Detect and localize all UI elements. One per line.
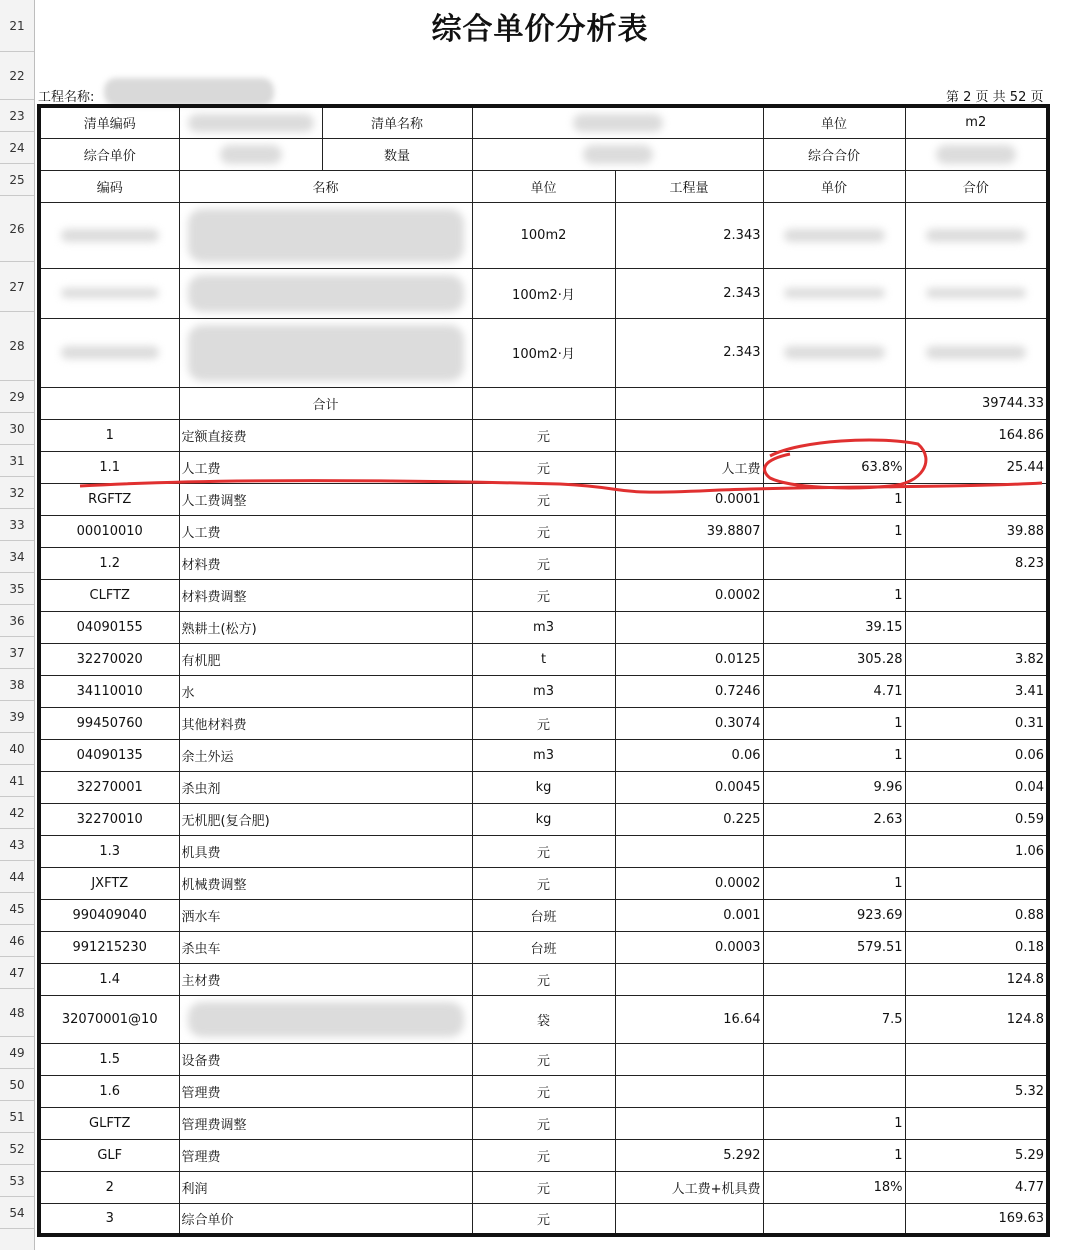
- row-total: 25.44: [905, 451, 1048, 483]
- row-unit-price: 63.8%: [763, 451, 905, 483]
- row-unit-price: [763, 1043, 905, 1075]
- row-unit-price: [763, 387, 905, 419]
- row-name: [179, 995, 472, 1043]
- row-unit-price: 18%: [763, 1171, 905, 1203]
- row-name: 利润: [179, 1171, 472, 1203]
- name-label: 清单名称: [322, 106, 472, 138]
- row-quantity: 人工费+机具费: [615, 1171, 763, 1203]
- redacted-value: [188, 325, 464, 381]
- row-quantity: 0.225: [615, 803, 763, 835]
- row-number[interactable]: 43: [0, 829, 34, 861]
- row-unit-price: [763, 963, 905, 995]
- row-quantity: 0.001: [615, 899, 763, 931]
- row-quantity: [615, 547, 763, 579]
- row-code: 1.1: [39, 451, 179, 483]
- row-total: 39.88: [905, 515, 1048, 547]
- table-row: [39, 515, 1048, 547]
- row-name: 机具费: [179, 835, 472, 867]
- row-number[interactable]: 47: [0, 957, 34, 989]
- page-title: 综合单价分析表: [431, 12, 649, 47]
- row-code: RGFTZ: [39, 483, 179, 515]
- row-name: 杀虫车: [179, 931, 472, 963]
- qty-label: 数量: [322, 138, 472, 170]
- table-row: [39, 483, 1048, 515]
- table-row: [39, 1203, 1048, 1235]
- row-total: [905, 1043, 1048, 1075]
- table-row: [39, 419, 1048, 451]
- row-unit: 元: [472, 579, 615, 611]
- row-code: 1.5: [39, 1043, 179, 1075]
- row-quantity: 39.8807: [615, 515, 763, 547]
- row-number-gutter: [0, 0, 35, 1250]
- row-code: 32270020: [39, 643, 179, 675]
- row-number[interactable]: 38: [0, 669, 34, 701]
- row-unit-price: [763, 202, 905, 268]
- row-unit: 台班: [472, 931, 615, 963]
- row-total: 4.77: [905, 1171, 1048, 1203]
- redacted-name-value: [472, 106, 763, 138]
- row-name: 机械费调整: [179, 867, 472, 899]
- row-code: 32270010: [39, 803, 179, 835]
- row-unit: 袋: [472, 995, 615, 1043]
- row-code: 1: [39, 419, 179, 451]
- row-quantity: 0.0125: [615, 643, 763, 675]
- row-quantity: 0.3074: [615, 707, 763, 739]
- row-unit-price: [763, 419, 905, 451]
- row-unit: 元: [472, 547, 615, 579]
- code-label: 清单编码: [39, 106, 179, 138]
- row-number[interactable]: 50: [0, 1069, 34, 1101]
- table-row: [39, 268, 1048, 318]
- row-unit: 元: [472, 1203, 615, 1235]
- row-number[interactable]: 33: [0, 509, 34, 541]
- row-quantity: 0.0003: [615, 931, 763, 963]
- row-name: 无机肥(复合肥): [179, 803, 472, 835]
- redacted-value: [926, 346, 1027, 360]
- table-row: [39, 387, 1048, 419]
- redacted-project-name: [104, 78, 274, 106]
- row-number[interactable]: 45: [0, 893, 34, 925]
- row-number[interactable]: 53: [0, 1165, 34, 1197]
- row-quantity: 5.292: [615, 1139, 763, 1171]
- table-row: [39, 995, 1048, 1043]
- row-quantity: 0.0002: [615, 867, 763, 899]
- col-unit-price: 单价: [763, 170, 905, 202]
- unit-value: m2: [905, 106, 1048, 138]
- row-unit-price: 1: [763, 867, 905, 899]
- row-total: [905, 579, 1048, 611]
- redacted-value: [926, 229, 1027, 242]
- row-unit-price: 39.15: [763, 611, 905, 643]
- row-unit: m3: [472, 675, 615, 707]
- row-name: [179, 318, 472, 387]
- row-unit-price: [763, 547, 905, 579]
- row-number[interactable]: 36: [0, 605, 34, 637]
- row-code: 32270001: [39, 771, 179, 803]
- row-unit: 元: [472, 1139, 615, 1171]
- row-unit: 元: [472, 515, 615, 547]
- row-unit: 元: [472, 835, 615, 867]
- row-name: 合计: [179, 387, 472, 419]
- row-unit-price: 1: [763, 579, 905, 611]
- row-code: 990409040: [39, 899, 179, 931]
- row-unit: 100m2: [472, 202, 615, 268]
- row-unit: 元: [472, 867, 615, 899]
- row-total: 169.63: [905, 1203, 1048, 1235]
- row-total: 5.29: [905, 1139, 1048, 1171]
- row-total: [905, 318, 1048, 387]
- row-number[interactable]: 41: [0, 765, 34, 797]
- row-name: 人工费: [179, 515, 472, 547]
- row-unit-price: 1: [763, 483, 905, 515]
- unit-label: 单位: [763, 106, 905, 138]
- row-name: 熟耕土(松方): [179, 611, 472, 643]
- row-name: [179, 202, 472, 268]
- row-code: 32070001@10: [39, 995, 179, 1043]
- row-quantity: 0.0045: [615, 771, 763, 803]
- row-quantity: [615, 1075, 763, 1107]
- row-unit: 元: [472, 1171, 615, 1203]
- table-row: [39, 579, 1048, 611]
- row-total: [905, 202, 1048, 268]
- redacted-value: [784, 346, 885, 360]
- table-row: [39, 318, 1048, 387]
- row-quantity: [615, 1107, 763, 1139]
- row-name: [179, 268, 472, 318]
- table-row: [39, 611, 1048, 643]
- table-row: [39, 1171, 1048, 1203]
- row-quantity: [615, 1043, 763, 1075]
- row-total: [905, 268, 1048, 318]
- table-row: [39, 803, 1048, 835]
- row-unit: [472, 387, 615, 419]
- row-name: 杀虫剂: [179, 771, 472, 803]
- row-name: 洒水车: [179, 899, 472, 931]
- row-number[interactable]: 23: [0, 100, 34, 132]
- row-quantity: 2.343: [615, 268, 763, 318]
- row-name: 材料费: [179, 547, 472, 579]
- row-code: CLFTZ: [39, 579, 179, 611]
- row-code: 1.4: [39, 963, 179, 995]
- table-row: [39, 1075, 1048, 1107]
- row-name: 人工费调整: [179, 483, 472, 515]
- row-number[interactable]: 29: [0, 381, 34, 413]
- header-row-1: [39, 106, 1048, 138]
- table-row: [39, 899, 1048, 931]
- row-quantity: 2.343: [615, 202, 763, 268]
- row-quantity: [615, 963, 763, 995]
- unit-price-analysis-table: [37, 104, 1050, 1237]
- row-code: 1.2: [39, 547, 179, 579]
- row-code: 00010010: [39, 515, 179, 547]
- row-total: [905, 483, 1048, 515]
- row-total: [905, 867, 1048, 899]
- col-unit: 单位: [472, 170, 615, 202]
- row-number[interactable]: 31: [0, 445, 34, 477]
- table-row: [39, 451, 1048, 483]
- row-unit-price: 1: [763, 739, 905, 771]
- row-unit-price: 7.5: [763, 995, 905, 1043]
- row-total: 3.82: [905, 643, 1048, 675]
- row-total: [905, 611, 1048, 643]
- col-total: 合价: [905, 170, 1048, 202]
- price-label: 综合单价: [39, 138, 179, 170]
- row-unit-price: 1: [763, 1107, 905, 1139]
- row-number[interactable]: 54: [0, 1197, 34, 1229]
- row-number[interactable]: 40: [0, 733, 34, 765]
- row-number[interactable]: 49: [0, 1037, 34, 1069]
- row-name: 水: [179, 675, 472, 707]
- row-name: 管理费: [179, 1139, 472, 1171]
- row-unit: 元: [472, 963, 615, 995]
- table-row: [39, 963, 1048, 995]
- col-name: 名称: [179, 170, 472, 202]
- row-unit-price: 1: [763, 707, 905, 739]
- row-name: 管理费调整: [179, 1107, 472, 1139]
- table-row: [39, 643, 1048, 675]
- redacted-value: [188, 275, 464, 312]
- row-unit: 台班: [472, 899, 615, 931]
- row-quantity: 2.343: [615, 318, 763, 387]
- row-number[interactable]: 37: [0, 637, 34, 669]
- row-unit-price: 1: [763, 515, 905, 547]
- row-total: [905, 1107, 1048, 1139]
- row-code: [39, 268, 179, 318]
- row-number[interactable]: 44: [0, 861, 34, 893]
- row-code: [39, 202, 179, 268]
- row-unit-price: 305.28: [763, 643, 905, 675]
- row-quantity: [615, 387, 763, 419]
- row-number[interactable]: 34: [0, 541, 34, 573]
- row-code: 1.3: [39, 835, 179, 867]
- row-code: GLFTZ: [39, 1107, 179, 1139]
- redacted-value: [784, 229, 885, 242]
- table-row: [39, 1139, 1048, 1171]
- row-name: 定额直接费: [179, 419, 472, 451]
- row-quantity: [615, 835, 763, 867]
- column-header-row: [39, 170, 1048, 202]
- row-unit: 元: [472, 707, 615, 739]
- row-code: 3: [39, 1203, 179, 1235]
- col-code: 编码: [39, 170, 179, 202]
- row-unit: m3: [472, 611, 615, 643]
- total-label: 综合合价: [763, 138, 905, 170]
- row-number[interactable]: 35: [0, 573, 34, 605]
- row-number[interactable]: 28: [0, 312, 34, 381]
- row-unit: 元: [472, 419, 615, 451]
- table-row: [39, 867, 1048, 899]
- row-unit: 100m2·月: [472, 268, 615, 318]
- row-number[interactable]: 51: [0, 1101, 34, 1133]
- table-row: [39, 547, 1048, 579]
- row-code: 2: [39, 1171, 179, 1203]
- row-unit-price: [763, 268, 905, 318]
- redacted-value: [926, 288, 1027, 298]
- row-total: 3.41: [905, 675, 1048, 707]
- table-row: [39, 675, 1048, 707]
- row-number[interactable]: 25: [0, 164, 34, 196]
- redacted-total-value: [905, 138, 1048, 170]
- redacted-value: [61, 229, 159, 242]
- table-row: [39, 202, 1048, 268]
- row-code: 34110010: [39, 675, 179, 707]
- row-name: 综合单价: [179, 1203, 472, 1235]
- row-quantity: 0.06: [615, 739, 763, 771]
- redacted-value: [784, 288, 885, 298]
- row-code: 04090135: [39, 739, 179, 771]
- row-unit: 元: [472, 1107, 615, 1139]
- row-number[interactable]: 32: [0, 477, 34, 509]
- row-unit: kg: [472, 803, 615, 835]
- row-unit-price: 9.96: [763, 771, 905, 803]
- row-name: 余土外运: [179, 739, 472, 771]
- redacted-value: [188, 209, 464, 262]
- table-row: [39, 835, 1048, 867]
- row-unit: 元: [472, 483, 615, 515]
- table-row: [39, 1107, 1048, 1139]
- row-name: 管理费: [179, 1075, 472, 1107]
- row-quantity: [615, 611, 763, 643]
- row-unit: 元: [472, 451, 615, 483]
- row-total: 5.32: [905, 1075, 1048, 1107]
- redacted-value: [188, 1002, 464, 1037]
- row-quantity: 0.0002: [615, 579, 763, 611]
- row-number[interactable]: 48: [0, 989, 34, 1037]
- row-number[interactable]: 52: [0, 1133, 34, 1165]
- table-row: [39, 771, 1048, 803]
- row-unit-price: 2.63: [763, 803, 905, 835]
- row-number[interactable]: 22: [0, 52, 34, 100]
- row-unit-price: [763, 1075, 905, 1107]
- row-quantity: [615, 1203, 763, 1235]
- row-number[interactable]: 42: [0, 797, 34, 829]
- row-total: 0.59: [905, 803, 1048, 835]
- table-row: [39, 739, 1048, 771]
- col-quantity: 工程量: [615, 170, 763, 202]
- row-code: [39, 387, 179, 419]
- table-row: [39, 707, 1048, 739]
- row-unit: t: [472, 643, 615, 675]
- redacted-qty-value: [472, 138, 763, 170]
- row-unit-price: 1: [763, 1139, 905, 1171]
- row-unit-price: [763, 1203, 905, 1235]
- row-unit-price: 4.71: [763, 675, 905, 707]
- row-number[interactable]: 30: [0, 413, 34, 445]
- row-total: 0.04: [905, 771, 1048, 803]
- row-unit: m3: [472, 739, 615, 771]
- row-number[interactable]: 39: [0, 701, 34, 733]
- header-row-2: [39, 138, 1048, 170]
- row-quantity: 人工费: [615, 451, 763, 483]
- row-number[interactable]: 46: [0, 925, 34, 957]
- row-unit-price: 923.69: [763, 899, 905, 931]
- row-name: 材料费调整: [179, 579, 472, 611]
- project-name-label: 工程名称:: [38, 90, 95, 105]
- row-number[interactable]: 21: [0, 0, 34, 52]
- row-name: 主材费: [179, 963, 472, 995]
- row-number[interactable]: 24: [0, 132, 34, 164]
- redacted-value: [61, 288, 159, 298]
- row-name: 设备费: [179, 1043, 472, 1075]
- row-total: 0.18: [905, 931, 1048, 963]
- row-unit: 100m2·月: [472, 318, 615, 387]
- row-total: 124.8: [905, 963, 1048, 995]
- row-total: 8.23: [905, 547, 1048, 579]
- row-code: 99450760: [39, 707, 179, 739]
- redacted-code-value: [179, 106, 322, 138]
- row-number[interactable]: 26: [0, 196, 34, 262]
- page-info: 第 2 页 共 52 页: [946, 90, 1044, 105]
- table-row: [39, 931, 1048, 963]
- redacted-value: [61, 346, 159, 360]
- row-unit-price: [763, 835, 905, 867]
- row-total: 124.8: [905, 995, 1048, 1043]
- row-code: 991215230: [39, 931, 179, 963]
- table-row: [39, 1043, 1048, 1075]
- redacted-price-value: [179, 138, 322, 170]
- row-quantity: 16.64: [615, 995, 763, 1043]
- row-total: 39744.33: [905, 387, 1048, 419]
- row-name: 人工费: [179, 451, 472, 483]
- row-quantity: 0.0001: [615, 483, 763, 515]
- row-code: 04090155: [39, 611, 179, 643]
- row-unit-price: [763, 318, 905, 387]
- row-code: GLF: [39, 1139, 179, 1171]
- row-number[interactable]: 27: [0, 262, 34, 312]
- row-code: [39, 318, 179, 387]
- row-code: JXFTZ: [39, 867, 179, 899]
- row-unit: kg: [472, 771, 615, 803]
- row-quantity: [615, 419, 763, 451]
- row-name: 其他材料费: [179, 707, 472, 739]
- row-total: 0.06: [905, 739, 1048, 771]
- row-total: 0.31: [905, 707, 1048, 739]
- row-quantity: 0.7246: [615, 675, 763, 707]
- row-unit: 元: [472, 1043, 615, 1075]
- row-total: 1.06: [905, 835, 1048, 867]
- row-name: 有机肥: [179, 643, 472, 675]
- row-unit: 元: [472, 1075, 615, 1107]
- row-code: 1.6: [39, 1075, 179, 1107]
- row-total: 164.86: [905, 419, 1048, 451]
- row-unit-price: 579.51: [763, 931, 905, 963]
- row-total: 0.88: [905, 899, 1048, 931]
